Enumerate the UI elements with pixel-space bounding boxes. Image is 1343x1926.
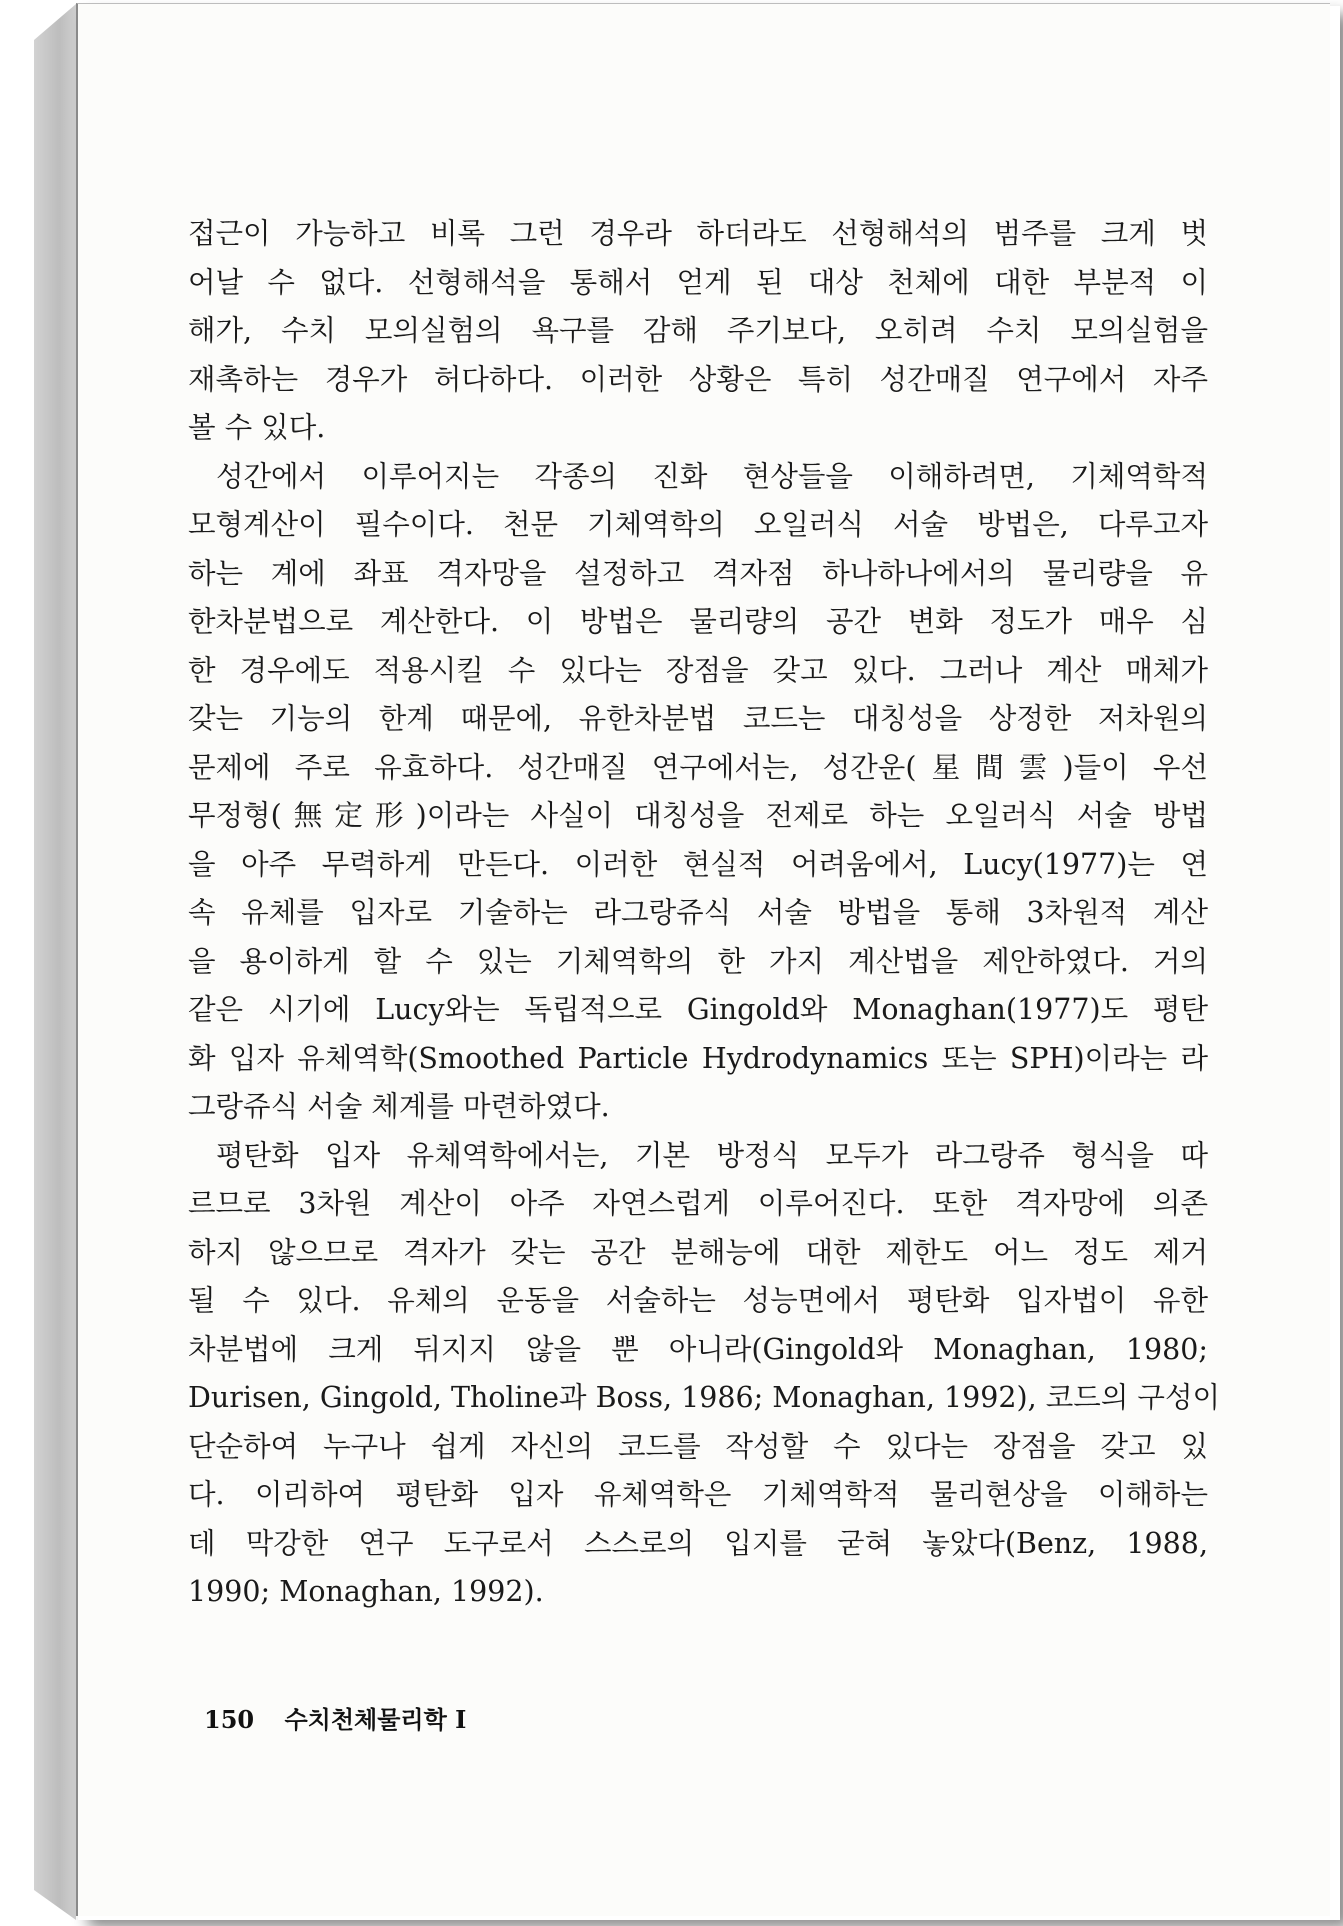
text-line: 접근이 가능하고 비록 그런 경우라 하더라도 선형해석의 범주를 크게 벗 xyxy=(188,217,1208,250)
page-number: 150 xyxy=(204,1705,255,1734)
text-line: 차분법에 크게 뒤지지 않을 뿐 아니라(Gingold와 Monaghan, 1980; xyxy=(188,1332,1208,1366)
text-line: 다. 이리하여 평탄화 입자 유체역학은 기체역학적 물리현상을 이해하는 xyxy=(188,1478,1208,1511)
text-line: 화 입자 유체역학(Smoothed Particle Hydrodynamics 또는 SPH)이라는 라 xyxy=(188,1041,1208,1075)
text-line: 그랑쥬식 서술 체계를 마련하였다. xyxy=(188,1090,610,1123)
text-line: 한차분법으로 계산한다. 이 방법은 물리량의 공간 변화 정도가 매우 심 xyxy=(188,605,1208,638)
paragraph-start-line: 성간에서 이루어지는 각종의 진화 현상들을 이해하려면, 기체역학적 xyxy=(216,459,1208,493)
text-line: 1990; Monaghan, 1992). xyxy=(188,1575,544,1608)
body-text xyxy=(188,210,1221,1617)
text-line: 데 막강한 연구 도구로서 스스로의 입지를 굳혀 놓았다(Benz, 1988, xyxy=(188,1526,1208,1560)
text-line: 을 용이하게 할 수 있는 기체역학의 한 가지 계산법을 제안하였다. 거의 xyxy=(188,944,1208,978)
text-line: 하지 않으므로 격자가 갖는 공간 분해능에 대한 제한도 어느 정도 제거 xyxy=(188,1235,1208,1269)
text-line: 어날 수 없다. 선형해석을 통해서 얻게 된 대상 천체에 대한 부분적 이 xyxy=(188,265,1208,299)
text-line: 갖는 기능의 한계 때문에, 유한차분법 코드는 대칭성을 상정한 저차원의 xyxy=(188,702,1208,735)
text-line: 을 아주 무력하게 만든다. 이러한 현실적 어려움에서, Lucy(1977)는 연 xyxy=(188,847,1208,881)
text-line: 속 유체를 입자로 기술하는 라그랑쥬식 서술 방법을 통해 3차원적 계산 xyxy=(188,896,1208,929)
page-footer xyxy=(204,1700,466,1735)
text-line: 해가, 수치 모의실험의 욕구를 감해 주기보다, 오히려 수치 모의실험을 xyxy=(188,314,1208,347)
text-line: 볼 수 있다. xyxy=(188,411,326,444)
text-line: 같은 시기에 Lucy와는 독립적으로 Gingold와 Monaghan(1977)도 평탄 xyxy=(188,993,1208,1026)
text-line: 될 수 있다. 유체의 운동을 서술하는 성능면에서 평탄화 입자법이 유한 xyxy=(188,1284,1208,1317)
text-line: 무정형(無定形)이라는 사실이 대칭성을 전제로 하는 오일러식 서술 방법 xyxy=(188,799,1208,832)
text-line: 하는 계에 좌표 격자망을 설정하고 격자점 하나하나에서의 물리량을 유 xyxy=(188,556,1208,590)
text-line: 단순하여 누구나 쉽게 자신의 코드를 작성할 수 있다는 장점을 갖고 있 xyxy=(188,1429,1208,1463)
text-line: 한 경우에도 적용시킬 수 있다는 장점을 갖고 있다. 그러나 계산 매체가 xyxy=(188,653,1208,687)
text-line: 문제에 주로 유효하다. 성간매질 연구에서는, 성간운(星間雲)들이 우선 xyxy=(188,750,1208,784)
text-line: 모형계산이 필수이다. 천문 기체역학의 오일러식 서술 방법은, 다루고자 xyxy=(188,508,1208,541)
paragraph-start-line: 평탄화 입자 유체역학에서는, 기본 방정식 모두가 라그랑쥬 형식을 따 xyxy=(216,1138,1208,1172)
text-line: 재촉하는 경우가 허다하다. 이러한 상황은 특히 성간매질 연구에서 자주 xyxy=(188,362,1208,396)
text-line: 르므로 3차원 계산이 아주 자연스럽게 이루어진다. 또한 격자망에 의존 xyxy=(188,1187,1208,1220)
running-book-title: 수치천체물리학 I xyxy=(284,1705,467,1734)
text-line: Durisen, Gingold, Tholine과 Boss, 1986; Monaghan, 1992), 코드의 구성이 xyxy=(188,1381,1221,1414)
book-spine-edge xyxy=(34,4,76,1920)
